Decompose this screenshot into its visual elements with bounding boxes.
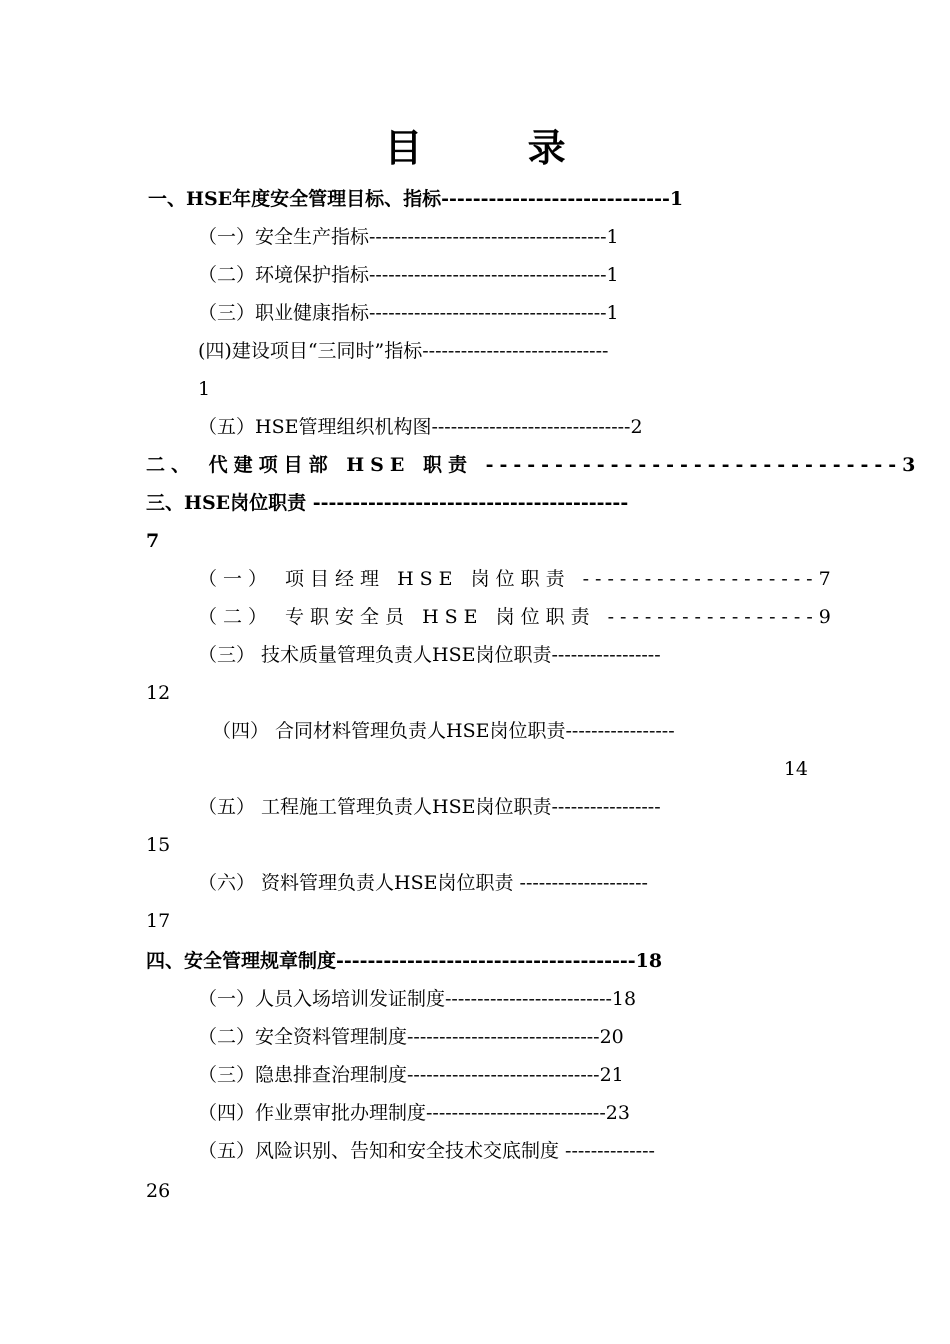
toc-entry: （一）安全生产指标-------------------------------------1: [198, 226, 619, 248]
toc-entry: （三）隐患排查治理制度------------------------------21: [198, 1064, 624, 1086]
toc-entry: （一）人员入场培训发证制度--------------------------18: [198, 988, 637, 1010]
toc-entry: （二） 专职安全员 HSE 岗位职责 -----------------9: [198, 606, 837, 628]
toc-entry: （三） 技术质量管理负责人HSE岗位职责-----------------: [198, 644, 661, 666]
toc-entry: （二）安全资料管理制度------------------------------20: [198, 1026, 624, 1048]
toc-page-number: 17: [146, 910, 171, 932]
toc-entry: （四） 合同材料管理负责人HSE岗位职责-----------------: [212, 720, 675, 742]
toc-page-number: 12: [146, 682, 171, 704]
toc-entry: 二、 代建项目部 HSE 职责 ------------------------------3: [146, 454, 922, 476]
toc-entry: （三）职业健康指标-------------------------------------1: [198, 302, 619, 324]
toc-page-number: 15: [146, 834, 171, 856]
toc-entry: （五）风险识别、告知和安全技术交底制度 --------------: [198, 1140, 655, 1162]
toc-entry: 三、HSE岗位职责 ----------------------------------------: [146, 492, 629, 514]
toc-entry: （四）作业票审批办理制度----------------------------23: [198, 1102, 630, 1124]
toc-entry: （六） 资料管理负责人HSE岗位职责 --------------------: [198, 872, 648, 894]
toc-entry: （五）HSE管理组织机构图-------------------------------2: [198, 416, 643, 438]
toc-page-number: 26: [146, 1180, 171, 1202]
toc-page-number: 7: [146, 530, 160, 552]
toc-page-number: 1: [198, 378, 211, 400]
toc-page-number: 14: [783, 758, 808, 780]
toc-entry: 一、HSE年度安全管理目标、指标-----------------------------1: [148, 188, 684, 210]
toc-entry: （二）环境保护指标-------------------------------------1: [198, 264, 619, 286]
toc-entry: (四)建设项目“三同时”指标-----------------------------: [198, 340, 609, 362]
toc-entry: （一） 项目经理 HSE 岗位职责 -------------------7: [198, 568, 837, 590]
page-title: 目 录: [384, 125, 612, 170]
toc-entry: （五） 工程施工管理负责人HSE岗位职责-----------------: [198, 796, 661, 818]
toc-entry: 四、安全管理规章制度--------------------------------------18: [146, 950, 663, 972]
